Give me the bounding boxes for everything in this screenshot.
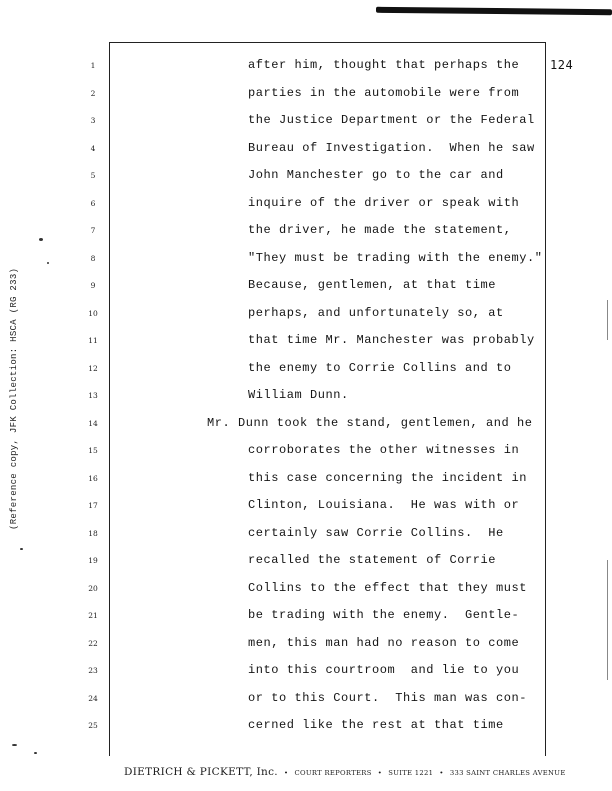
line-number: 10 xyxy=(88,308,98,318)
footer-separator: • xyxy=(284,769,289,777)
transcript-line: inquire of the driver or speak with xyxy=(248,195,520,210)
transcript-line: the driver, he made the statement, xyxy=(248,223,512,237)
transcript-line: Bureau of Investigation. When he saw xyxy=(248,140,535,155)
line-number: 12 xyxy=(88,363,98,373)
page-number: 124 xyxy=(550,58,574,72)
scan-speck xyxy=(12,744,17,746)
transcript-line: into this courtroom and lie to you xyxy=(248,663,520,677)
line-number: 18 xyxy=(88,528,98,538)
transcript-line: or to this Court. This man was con- xyxy=(248,690,528,705)
line-number: 4 xyxy=(90,143,96,153)
line-number: 20 xyxy=(88,583,98,593)
line-number: 21 xyxy=(88,611,98,620)
line-number: 22 xyxy=(88,638,98,648)
transcript-line: this case concerning the incident in xyxy=(248,470,528,485)
line-number: 11 xyxy=(88,336,98,345)
line-number: 25 xyxy=(88,721,98,730)
line-number: 24 xyxy=(88,693,98,703)
transcript-line: the Justice Department or the Federal xyxy=(248,113,535,127)
transcript-line: Collins to the effect that they must xyxy=(248,580,528,595)
line-number: 7 xyxy=(90,226,96,235)
transcript-line: be trading with the enemy. Gentle- xyxy=(248,608,520,622)
line-number: 14 xyxy=(88,418,98,428)
line-number: 19 xyxy=(88,556,98,565)
transcript-line: cerned like the rest at that time xyxy=(248,718,504,732)
scan-edge-mark xyxy=(607,560,608,680)
transcript-line: Clinton, Louisiana. He was with or xyxy=(248,498,520,512)
scan-speck xyxy=(34,752,37,754)
transcript-line: Because, gentlemen, at that time xyxy=(248,278,497,292)
footer-suite: SUITE 1221 xyxy=(388,769,434,777)
line-number: 17 xyxy=(88,501,98,510)
transcript-line: perhaps, and unfortunately so, at xyxy=(248,305,504,320)
transcript-line: corroborates the other witnesses in xyxy=(248,443,520,457)
footer-separator: • xyxy=(439,769,444,777)
transcript-line: that time Mr. Manchester was probably xyxy=(248,333,535,347)
transcript-line: the enemy to Corrie Collins and to xyxy=(248,360,512,375)
transcript-line: after him, thought that perhaps the xyxy=(248,58,520,72)
transcript-line: recalled the statement of Corrie xyxy=(248,553,497,567)
line-number: 8 xyxy=(90,253,96,263)
transcript-line: parties in the automobile were from xyxy=(248,85,520,100)
transcript-line: John Manchester go to the car and xyxy=(248,168,504,182)
line-number: 13 xyxy=(88,391,98,400)
line-number: 2 xyxy=(90,88,96,98)
footer-address: 333 SAINT CHARLES AVENUE xyxy=(449,769,566,777)
line-number: 6 xyxy=(90,198,96,208)
footer-firm: DIETRICH & PICKETT, Inc. xyxy=(124,766,278,778)
line-number: 23 xyxy=(88,666,98,675)
line-number: 1 xyxy=(90,61,96,70)
transcript-line: certainly saw Corrie Collins. He xyxy=(248,525,504,540)
scan-speck xyxy=(47,262,49,264)
top-scan-rule xyxy=(376,7,612,15)
line-number: 16 xyxy=(88,473,98,483)
reporter-footer xyxy=(124,766,566,778)
line-number: 5 xyxy=(90,171,96,180)
line-number: 9 xyxy=(90,281,96,290)
line-number: 3 xyxy=(90,116,96,125)
transcript-line: William Dunn. xyxy=(248,388,349,402)
scan-speck xyxy=(39,238,43,241)
scan-edge-mark xyxy=(607,300,608,340)
transcript-line: Mr. Dunn took the stand, gentlemen, and he xyxy=(207,415,533,430)
transcript-line: "They must be trading with the enemy." xyxy=(248,250,543,265)
line-number: 15 xyxy=(88,446,98,455)
archive-reference-note: (Reference copy, JFK Collection: HSCA (RG 233) xyxy=(9,267,19,530)
footer-role: COURT REPORTERS xyxy=(294,769,372,777)
footer-separator: • xyxy=(377,769,383,777)
transcript-line: men, this man had no reason to come xyxy=(248,635,520,650)
scan-speck xyxy=(20,548,23,550)
